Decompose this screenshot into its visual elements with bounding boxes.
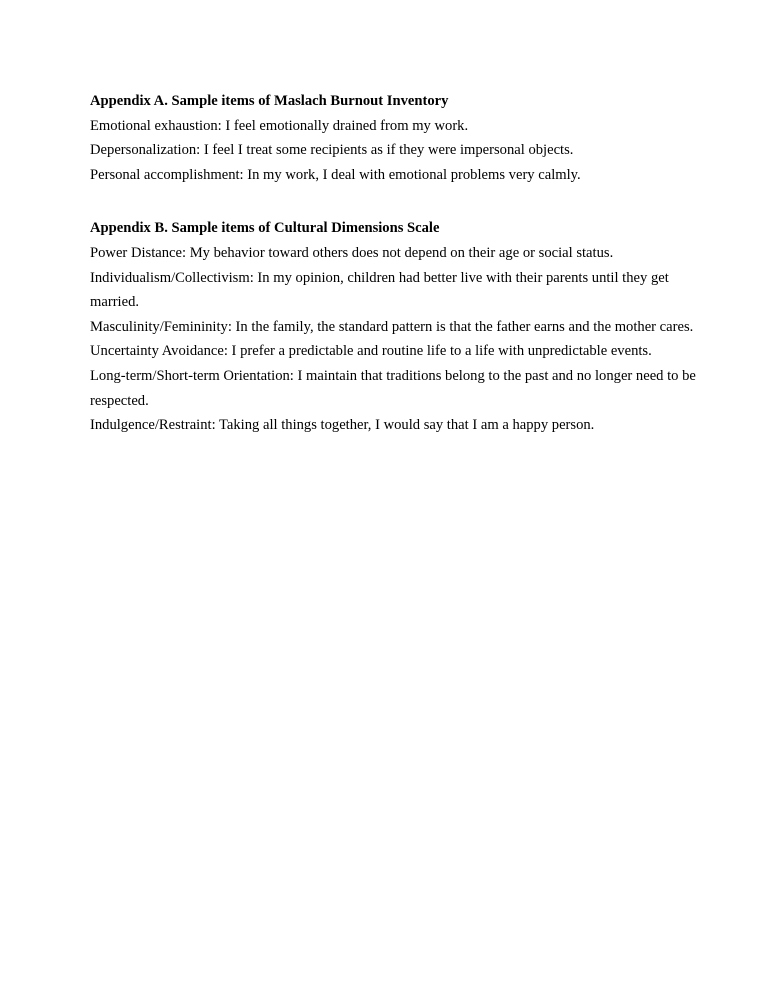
appendix-a-item-depersonalization: Depersonalization: I feel I treat some recipients as if they were impersonal objects. (90, 142, 574, 159)
appendix-b-item-power-distance: Power Distance: My behavior toward others does not depend on their age or social status. (90, 244, 614, 261)
appendix-b-item-indulgence-restraint: Indulgence/Restraint: Taking all things together, I would say that I am a happy person. (90, 417, 595, 434)
document-body (90, 89, 700, 438)
appendix-b-item-long-short-term-orientation: Long-term/Short-term Orientation: I maintain that traditions belong to the past and no longer need to be respected. (90, 367, 696, 409)
appendix-a-item-personal-accomplishment: Personal accomplishment: In my work, I deal with emotional problems very calmly. (90, 166, 581, 183)
appendix-b-item-individualism-collectivism: Individualism/Collectivism: In my opinion, children had better live with their parents until they get married. (90, 269, 669, 311)
appendix-b-item-masculinity-femininity: Masculinity/Femininity: In the family, the standard pattern is that the father earns and the mother cares. (90, 318, 694, 335)
appendix-a-section (90, 89, 700, 187)
appendix-b-item-uncertainty-avoidance: Uncertainty Avoidance: I prefer a predictable and routine life to a life with unpredictable events. (90, 343, 652, 360)
appendix-a-item-emotional-exhaustion: Emotional exhaustion: I feel emotionally drained from my work. (90, 117, 469, 134)
appendix-b-heading: Appendix B. Sample items of Cultural Dimensions Scale (90, 220, 440, 237)
appendix-b-section (90, 216, 700, 437)
appendix-a-heading: Appendix A. Sample items of Maslach Burnout Inventory (90, 93, 449, 109)
